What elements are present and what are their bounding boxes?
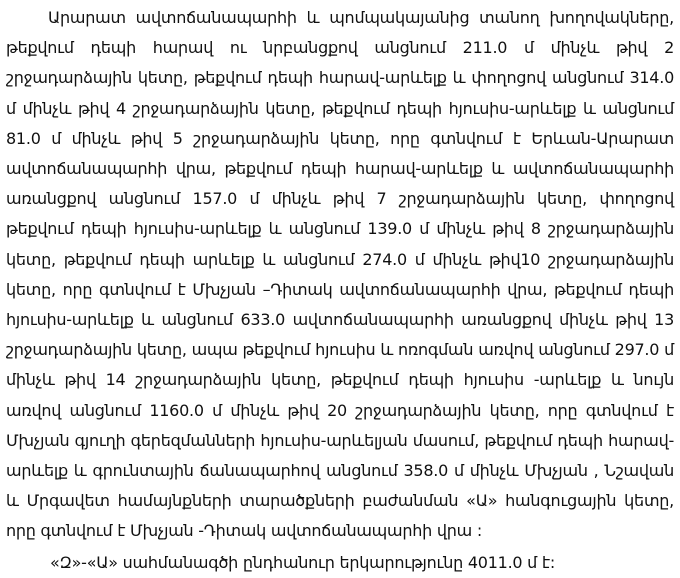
boundary-length-summary: «Զ»-«Ա» սահմանագծի ընդհանուր երկարությունը 4011.0 մ է:	[50, 552, 556, 572]
route-description-paragraph: Արարատ ավտոճանապարհի և պոմպակայանից տանող խողովակները, թեքվում դեպի հարավ ու նրբանցքով անցնում 211.0 մ մինչև թիվ 2 շրջադարձային կետը, թեքվում դեպի հարավ-արևելք և փողոցով անցնում 314.0 մ մինչև թիվ 4 շրջադարձային կետը, թեքվում դեպի հյուսիս-արևելք և անցնում 81.0 մ մինչև թիվ 5 շրջադարձային կետը, որը գտնվում է Երևան-Արարատ ավտոճանապարհի վրա, թեքվում դեպի հարավ-արևելք և ավտոճանապարհի առանցքով անցնում 157.0 մ մինչև թիվ 7 շրջադարձային կետը, փողոցով թեքվում դեպի հյուսիս-արևելք և անցնում 139.0 մ մինչև թիվ 8 շրջադարձային կետը, թեքվում դեպի արևելք և անցնում 274.0 մ մինչև թիվ10 շրջադարձային կետը, որը գտնվում է Մխչյան –Դիտակ ավտոճանապարհի վրա, թեքվում դեպի հյուսիս-արևելք և անցնում 633.0 ավտոճանապարհի առանցքով մինչև թիվ 13 շրջադարձային կետը, ապա թեքվում հյուսիս և ոռոգման առվով անցնում 297.0 մ մինչև թիվ 14 շրջադարձային կետը, թեքվում դեպի հյուսիս -արևելք և նույն առվով անցնում 1160.0 մ մինչև թիվ 20 շրջադարձային կետը, որը գտնվում է Մխչյան գյուղի գերեզմանների հյուսիս-արևելյան մասում, թեքվում դեպի հարավ-արևելք և գրունտային ճանապարհով անցնում 358.0 մ մինչև Մխչյան , Նշավան և Մրգավետ համայնքների տարածքների բաժանման «Ա» հանգուցային կետը, որը գտնվում է Մխչյան -Դիտակ ավտոճանապարհի վրա :	[6, 8, 674, 541]
document-body	[6, 3, 674, 578]
